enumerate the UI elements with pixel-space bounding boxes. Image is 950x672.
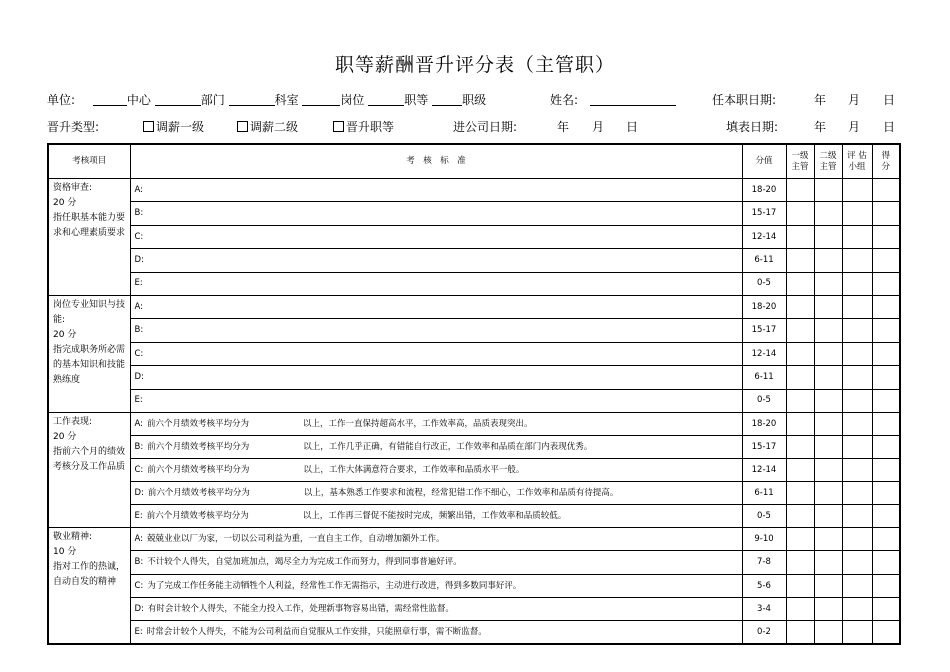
panel-score[interactable]: [842, 389, 872, 412]
supervisor-2-score[interactable]: [814, 366, 842, 389]
grade-letter: C:: [134, 580, 144, 591]
standard-text: 为了完成工作任务能主动牺牲个人利益，经常性工作无需指示，主动进行改进，得到多数同事好评。: [147, 580, 522, 591]
final-score[interactable]: [872, 481, 900, 504]
appoint-month: 月: [848, 93, 861, 107]
supervisor-1-score[interactable]: [786, 389, 814, 412]
score-range: 12-14: [742, 342, 786, 365]
category-cell: [48, 527, 130, 644]
standard-cell: [130, 179, 742, 202]
checkbox-icon[interactable]: [143, 121, 154, 132]
panel-score[interactable]: [842, 412, 872, 435]
checkbox-icon[interactable]: [333, 121, 344, 132]
supervisor-1-score[interactable]: [786, 458, 814, 481]
panel-score[interactable]: [842, 504, 872, 527]
standard-text: 前六个月绩效考核平均分为: [146, 510, 249, 521]
name-row: [550, 91, 676, 108]
standard-cell: [130, 202, 742, 225]
supervisor-1-score[interactable]: [786, 249, 814, 272]
panel-score[interactable]: [842, 574, 872, 597]
panel-score[interactable]: [842, 202, 872, 225]
table-row: [48, 551, 900, 574]
final-score[interactable]: [872, 527, 900, 550]
final-score[interactable]: [872, 435, 900, 458]
score-range: 12-14: [742, 458, 786, 481]
supervisor-1-score[interactable]: [786, 574, 814, 597]
level-label: 职级: [462, 93, 487, 107]
category-title: 岗位专业知识与技能:: [53, 299, 126, 325]
join-day: 日: [626, 120, 639, 134]
category-title: 敬业精神:: [53, 531, 93, 542]
supervisor-2-score[interactable]: [814, 202, 842, 225]
score-range: 18-20: [742, 179, 786, 202]
supervisor-1-score[interactable]: [786, 342, 814, 365]
final-score[interactable]: [872, 504, 900, 527]
category-description: 指对工作的热诚，自动自发的精神: [53, 561, 126, 587]
supervisor-1-score[interactable]: [786, 202, 814, 225]
table-row: [48, 272, 900, 295]
final-score[interactable]: [872, 272, 900, 295]
panel-score[interactable]: [842, 551, 872, 574]
unit-row: [47, 91, 486, 108]
panel-score[interactable]: [842, 249, 872, 272]
supervisor-2-score[interactable]: [814, 179, 842, 202]
standard-cell: [130, 249, 742, 272]
score-range: 15-17: [742, 435, 786, 458]
standard-cell: [130, 504, 742, 527]
fill-year: 年: [814, 120, 827, 134]
score-range: 5-6: [742, 574, 786, 597]
panel-score[interactable]: [842, 272, 872, 295]
score-range: 12-14: [742, 225, 786, 248]
supervisor-2-score[interactable]: [814, 504, 842, 527]
unit-label: 单位:: [47, 93, 76, 107]
grade-letter: D:: [134, 603, 144, 614]
grade-letter: B:: [134, 208, 144, 219]
standard-cell: [130, 598, 742, 621]
dept-label: 部门: [200, 93, 225, 107]
table-row: [48, 319, 900, 342]
score-range: 7-8: [742, 551, 786, 574]
standard-cell: [130, 225, 742, 248]
standard-cell: [130, 342, 742, 365]
checkbox-icon[interactable]: [237, 121, 248, 132]
fill-date-label: 填表日期:: [726, 120, 779, 134]
supervisor-1-score[interactable]: [786, 551, 814, 574]
appoint-year: 年: [814, 93, 827, 107]
supervisor-2-score[interactable]: [814, 551, 842, 574]
final-score[interactable]: [872, 551, 900, 574]
option-raise-two[interactable]: 调薪二级: [237, 118, 298, 135]
category-cell: [48, 295, 130, 412]
supervisor-1-score[interactable]: [786, 319, 814, 342]
grade-letter: B:: [134, 441, 144, 452]
panel-score[interactable]: [842, 179, 872, 202]
center-label: 中心: [126, 93, 151, 107]
table-row: [48, 389, 900, 412]
final-score[interactable]: [872, 621, 900, 644]
grade-letter: A:: [134, 418, 144, 429]
col-score: 分值: [742, 144, 786, 179]
standard-text-suffix: 以上，工作几乎正确，有错能自行改正，工作效率和品质在部门内表现优秀。: [303, 441, 593, 452]
final-score[interactable]: [872, 202, 900, 225]
grade-letter: C:: [134, 231, 144, 242]
post-label: 岗位: [340, 93, 365, 107]
table-row: [48, 435, 900, 458]
grade-letter: C:: [134, 464, 144, 475]
supervisor-1-score[interactable]: [786, 527, 814, 550]
grade-letter: A:: [134, 533, 144, 544]
grade-letter: A:: [134, 301, 144, 312]
final-score[interactable]: [872, 319, 900, 342]
final-score[interactable]: [872, 342, 900, 365]
final-score[interactable]: [872, 389, 900, 412]
appoint-date-label: 任本职日期:: [712, 93, 777, 107]
standard-text-suffix: 以上，基本熟悉工作要求和流程，经常犯错工作不细心，工作效率和品质有待提高。: [303, 487, 619, 498]
table-row: [48, 342, 900, 365]
post-field[interactable]: [302, 93, 340, 106]
category-description: 指前六个月的绩效考核分及工作品质: [53, 446, 126, 472]
option-promote-grade[interactable]: 晋升职等: [333, 118, 394, 135]
standard-cell: [130, 272, 742, 295]
final-score[interactable]: [872, 412, 900, 435]
table-row: [48, 295, 900, 318]
table-row: [48, 481, 900, 504]
category-title: 工作表现:: [53, 416, 93, 427]
standard-cell: [130, 389, 742, 412]
score-range: 9-10: [742, 527, 786, 550]
score-range: 18-20: [742, 412, 786, 435]
supervisor-2-score[interactable]: [814, 412, 842, 435]
supervisor-2-score[interactable]: [814, 458, 842, 481]
grade-letter: D:: [134, 255, 144, 266]
section-field[interactable]: [229, 93, 275, 106]
table-row: [48, 598, 900, 621]
level-field[interactable]: [432, 93, 462, 106]
supervisor-2-score[interactable]: [814, 272, 842, 295]
col-item: 考核项目: [48, 144, 130, 179]
table-row: [48, 412, 900, 435]
grade-field[interactable]: [368, 93, 404, 106]
supervisor-2-score[interactable]: [814, 435, 842, 458]
panel-score[interactable]: [842, 295, 872, 318]
supervisor-1-score[interactable]: [786, 366, 814, 389]
standard-text: 兢兢业业以厂为家，一切以公司利益为重，一直自主工作，自动增加额外工作。: [147, 533, 445, 544]
table-row: [48, 504, 900, 527]
standard-cell: [130, 295, 742, 318]
name-label: 姓名:: [550, 93, 579, 107]
grade-letter: E:: [134, 510, 143, 521]
name-field[interactable]: [590, 93, 676, 106]
supervisor-2-score[interactable]: [814, 481, 842, 504]
panel-score[interactable]: [842, 527, 872, 550]
final-score[interactable]: [872, 574, 900, 597]
category-description: 指任职基本能力要求和心理素质要求: [53, 213, 126, 238]
table-row: [48, 202, 900, 225]
grade-letter: E:: [134, 627, 143, 638]
score-range: 6-11: [742, 249, 786, 272]
supervisor-1-score[interactable]: [786, 598, 814, 621]
center-field[interactable]: [93, 93, 127, 106]
supervisor-2-score[interactable]: [814, 225, 842, 248]
score-range: 0-5: [742, 504, 786, 527]
final-score[interactable]: [872, 295, 900, 318]
supervisor-1-score[interactable]: [786, 179, 814, 202]
standard-cell: [130, 435, 742, 458]
final-score[interactable]: [872, 249, 900, 272]
standard-cell: [130, 621, 742, 644]
panel-score[interactable]: [842, 458, 872, 481]
standard-text: 前六个月绩效考核平均分为: [147, 464, 250, 475]
join-date-label: 进公司日期:: [453, 120, 518, 134]
supervisor-2-score[interactable]: [814, 389, 842, 412]
grade-letter: B:: [134, 325, 144, 336]
panel-score[interactable]: [842, 598, 872, 621]
table-row: [48, 574, 900, 597]
promo-type-label: 晋升类型:: [47, 120, 100, 134]
supervisor-1-score[interactable]: [786, 272, 814, 295]
category-description: 指完成职务所必需的基本知识和技能熟练度: [53, 344, 126, 385]
form-title: 职等薪酬晋升评分表（主管职）: [334, 54, 615, 76]
evaluation-table: [47, 143, 901, 645]
final-score[interactable]: [872, 366, 900, 389]
score-range: 6-11: [742, 481, 786, 504]
standard-cell: [130, 366, 742, 389]
panel-score[interactable]: [842, 435, 872, 458]
supervisor-1-score[interactable]: [786, 621, 814, 644]
grade-label: 职等: [404, 93, 429, 107]
join-year: 年: [557, 120, 570, 134]
final-score[interactable]: [872, 225, 900, 248]
standard-text: 时常会计较个人得失，不能为公司利益而自觉服从工作安排，只能照章行事，需不断监督。: [146, 627, 487, 638]
supervisor-1-score[interactable]: [786, 225, 814, 248]
supervisor-2-score[interactable]: [814, 295, 842, 318]
category-points: 10 分: [53, 546, 77, 557]
score-range: 6-11: [742, 366, 786, 389]
appoint-day: 日: [883, 93, 896, 107]
table-row: [48, 225, 900, 248]
standard-cell: [130, 458, 742, 481]
standard-text-suffix: 以上，工作再三督促不能按时完成，频繁出错，工作效率和品质较低。: [302, 510, 567, 521]
supervisor-2-score[interactable]: [814, 621, 842, 644]
supervisor-2-score[interactable]: [814, 342, 842, 365]
option-raise-one[interactable]: 调薪一级: [143, 118, 204, 135]
category-cell: [48, 412, 130, 527]
panel-score[interactable]: [842, 225, 872, 248]
score-range: 15-17: [742, 202, 786, 225]
score-range: 0-2: [742, 621, 786, 644]
final-score[interactable]: [872, 179, 900, 202]
supervisor-2-score[interactable]: [814, 527, 842, 550]
grade-letter: C:: [134, 348, 144, 359]
supervisor-1-score[interactable]: [786, 412, 814, 435]
supervisor-1-score[interactable]: [786, 481, 814, 504]
score-range: 3-4: [742, 598, 786, 621]
standard-cell: [130, 551, 742, 574]
table-row: [48, 179, 900, 202]
col-standard: 考 核 标 准: [130, 144, 742, 179]
final-score[interactable]: [872, 458, 900, 481]
grade-letter: E:: [134, 395, 143, 406]
table-row: [48, 366, 900, 389]
supervisor-2-score[interactable]: [814, 574, 842, 597]
table-header-row: [48, 144, 900, 179]
standard-text-suffix: 以上，工作大体满意符合要求，工作效率和品质水平一般。: [303, 464, 525, 475]
category-points: 20 分: [53, 329, 77, 340]
table-row: [48, 458, 900, 481]
standard-cell: [130, 574, 742, 597]
supervisor-1-score[interactable]: [786, 504, 814, 527]
grade-letter: E:: [134, 278, 143, 289]
standard-cell: [130, 319, 742, 342]
col-result: 得 分: [872, 144, 900, 179]
table-row: [48, 621, 900, 644]
fill-month: 月: [848, 120, 861, 134]
standard-text: 有时会计较个人得失，不能全力投入工作，处理新事物容易出错，需经常性监督。: [147, 603, 454, 614]
table-row: [48, 249, 900, 272]
score-range: 0-5: [742, 389, 786, 412]
panel-score[interactable]: [842, 319, 872, 342]
category-points: 20 分: [53, 198, 77, 208]
col-supervisor-2: 二级主管: [814, 144, 842, 179]
panel-score[interactable]: [842, 481, 872, 504]
join-month: 月: [592, 120, 605, 134]
supervisor-2-score[interactable]: [814, 598, 842, 621]
score-range: 0-5: [742, 272, 786, 295]
standard-text: 前六个月绩效考核平均分为: [147, 487, 250, 498]
standard-text: 不计较个人得失，自觉加班加点，竭尽全力为完成工作而努力，得到同事普遍好评。: [147, 557, 462, 568]
dept-field[interactable]: [155, 93, 201, 106]
category-title: 资格审查:: [53, 183, 93, 193]
section-label: 科室: [274, 93, 299, 107]
standard-cell: [130, 481, 742, 504]
grade-letter: D:: [134, 372, 144, 382]
panel-score[interactable]: [842, 621, 872, 644]
score-range: 18-20: [742, 295, 786, 318]
supervisor-1-score[interactable]: [786, 435, 814, 458]
grade-letter: B:: [134, 557, 144, 568]
panel-score[interactable]: [842, 366, 872, 389]
category-cell: [48, 179, 130, 296]
score-range: 15-17: [742, 319, 786, 342]
table-row: [48, 527, 900, 550]
category-points: 20 分: [53, 431, 77, 442]
standard-cell: [130, 527, 742, 550]
panel-score[interactable]: [842, 342, 872, 365]
supervisor-1-score[interactable]: [786, 295, 814, 318]
col-supervisor-1: 一级主管: [786, 144, 814, 179]
supervisor-2-score[interactable]: [814, 249, 842, 272]
standard-text-suffix: 以上，工作一直保持超高水平，工作效率高，品质表现突出。: [303, 418, 533, 429]
supervisor-2-score[interactable]: [814, 319, 842, 342]
standard-text: 前六个月绩效考核平均分为: [147, 441, 250, 452]
col-panel: 评 估小组: [842, 144, 872, 179]
grade-letter: A:: [134, 184, 144, 195]
standard-cell: [130, 412, 742, 435]
grade-letter: D:: [134, 487, 144, 498]
final-score[interactable]: [872, 598, 900, 621]
standard-text: 前六个月绩效考核平均分为: [147, 418, 250, 429]
fill-day: 日: [883, 120, 896, 134]
